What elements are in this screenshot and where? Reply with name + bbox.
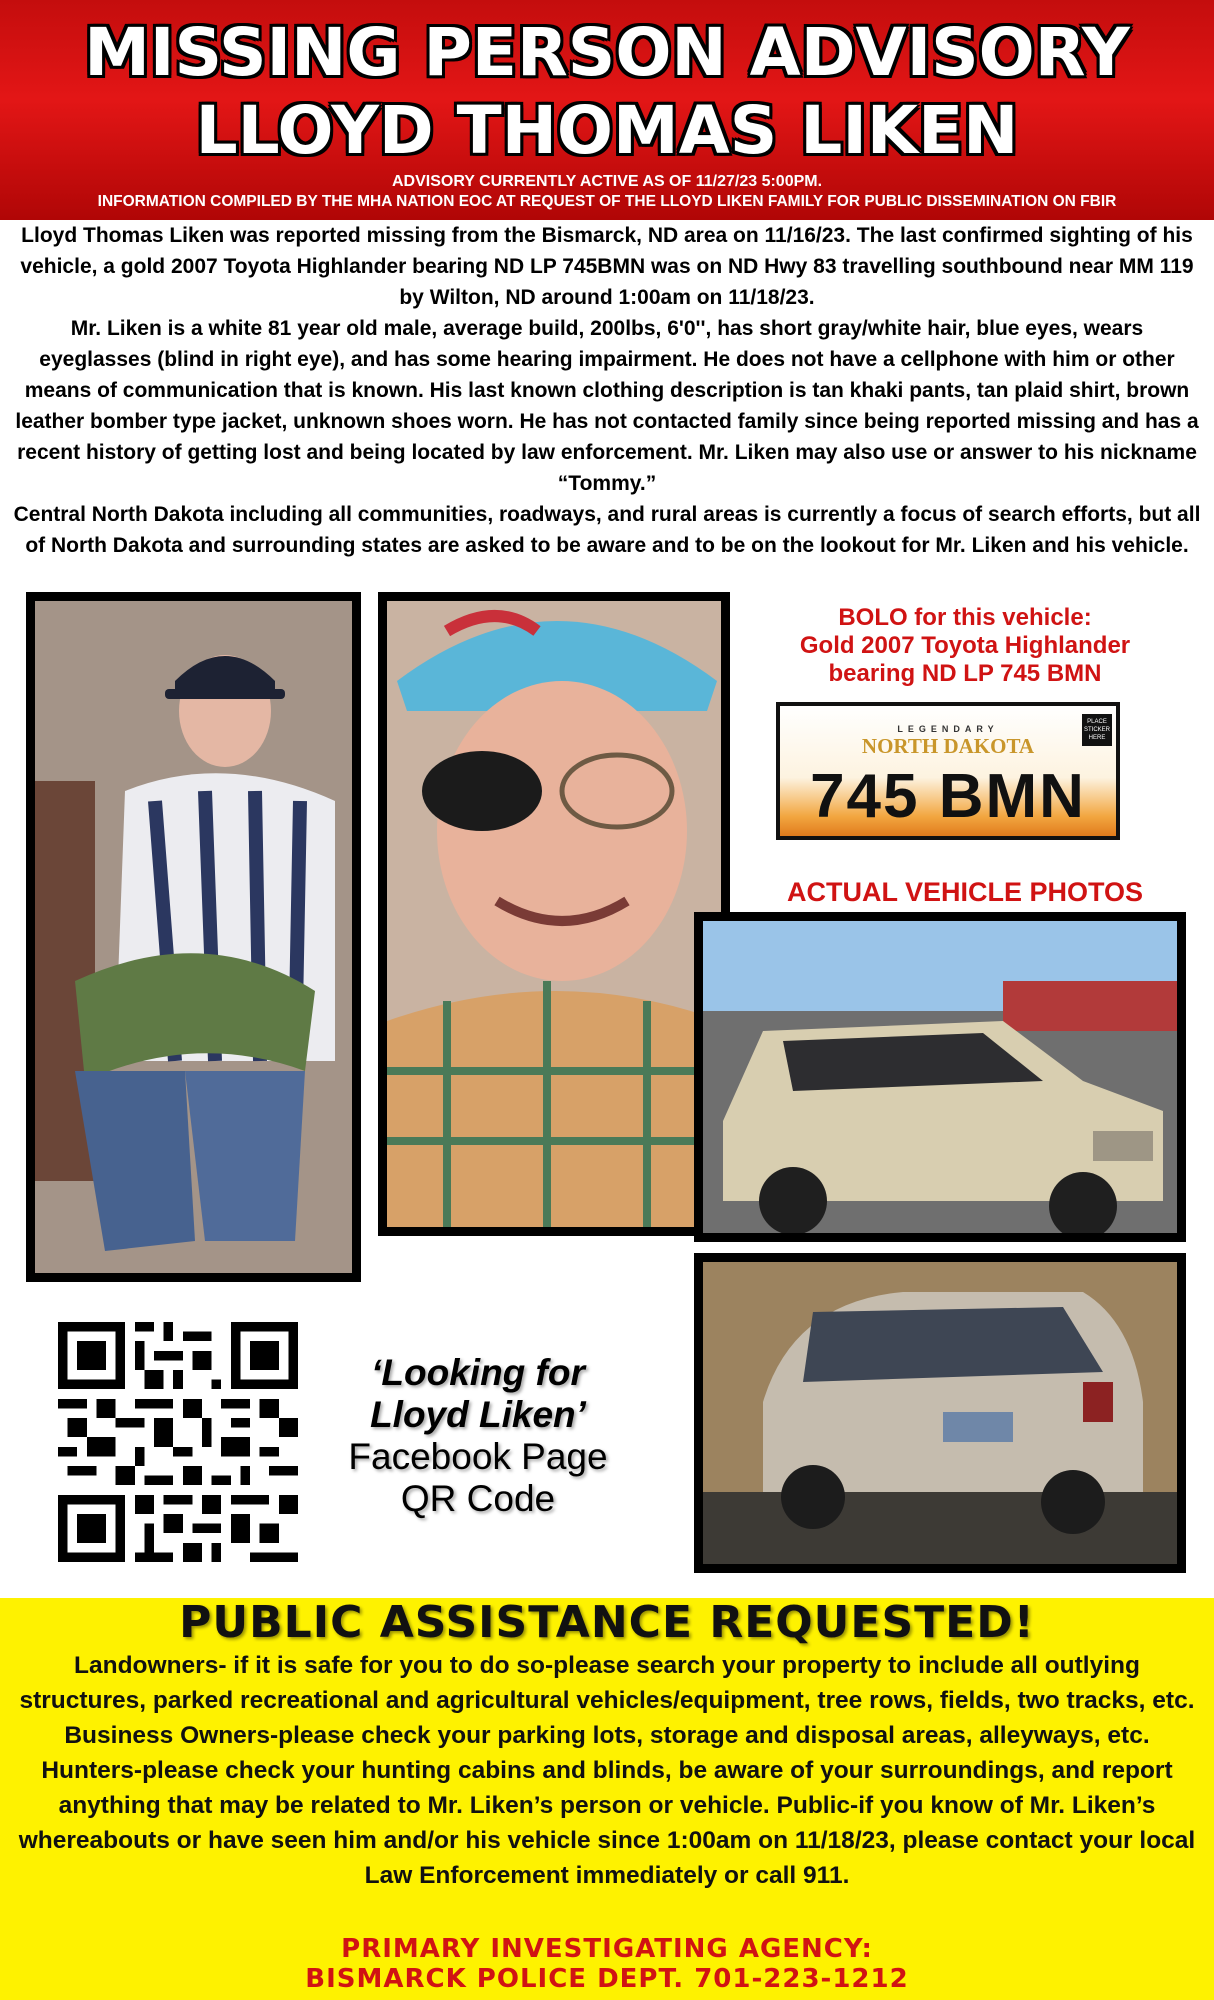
photo-smiling-man (378, 592, 730, 1236)
investigating-agency-label: PRIMARY INVESTIGATING AGENCY: (341, 1934, 873, 1964)
seated-man-illustration (35, 601, 352, 1273)
plate-sticker-area: PLACE STICKER HERE (1082, 714, 1112, 746)
advisory-title: MISSING PERSON ADVISORY (84, 14, 1130, 91)
photo-vehicle-rear (694, 1253, 1186, 1573)
investigating-agency-contact: BISMARCK POLICE DEPT. 701-223-1212 (305, 1964, 909, 1994)
advisory-header (0, 0, 1214, 220)
vehicle-front-illustration (703, 921, 1177, 1233)
qr-caption-line-1: ‘Looking for (371, 1352, 585, 1393)
vehicle-rear-illustration (703, 1262, 1177, 1564)
bolo-heading: BOLO for this vehicle: (838, 604, 1092, 631)
public-assistance-title: PUBLIC ASSISTANCE REQUESTED! (179, 1597, 1035, 1648)
advisory-active-date: ADVISORY CURRENTLY ACTIVE AS OF 11/27/23 5:00PM. (391, 173, 823, 190)
qr-caption-line-2: Lloyd Liken’ (370, 1394, 586, 1435)
qr-code-caption (318, 1352, 638, 1520)
public-assistance-section (0, 1598, 1214, 2000)
facebook-qr-code[interactable] (58, 1322, 298, 1562)
photo-seated-man (26, 592, 361, 1282)
qr-caption-line-4: QR Code (400, 1478, 556, 1519)
photo-vehicle-front (694, 912, 1186, 1242)
bolo-vehicle: Gold 2007 Toyota Highlander (799, 632, 1131, 659)
smiling-man-illustration (387, 601, 721, 1227)
plate-state: NORTH DAKOTA (861, 734, 1035, 758)
qr-code-icon (58, 1322, 298, 1562)
physical-description-paragraph: Mr. Liken is a white 81 year old male, average build, 200lbs, 6'0'', has short gray/white hair, blue eyes, wears eyeglasses (blind in right eye), and has some hearing impairment. He does not have a cellphone with him or other means of communication that is known. His last known clothing description is tan khaki pants, tan plaid shirt, brown leather bomber type jacket, unknown shoes worn. He has not contacted family since being reported missing and has a recent history of getting lost and being located by law enforcement. Mr. Liken may also use or answer to his nickname “Tommy.” (15, 317, 1199, 495)
missing-person-description (12, 220, 1202, 561)
qr-caption-line-3: Facebook Page (348, 1436, 608, 1477)
missing-report-paragraph: Lloyd Thomas Liken was reported missing from the Bismarck, ND area on 11/16/23. The last confirmed sighting of his vehicle, a gold 2007 Toyota Highlander bearing ND LP 745BMN was on ND Hwy 83 travelling southbound near MM 119 by Wilton, ND around 1:00am on 11/18/23. (20, 224, 1194, 309)
public-assistance-body: Landowners- if it is safe for you to do so-please search your property to include all outlying structures, parked recreational and agricultural vehicles/equipment, tree rows, fields, two tracks, etc. Business Owners-please check your parking lots, storage and disposal areas, alleyways, etc. Hunters-please check your hunting cabins and blinds, be aware of your surroundings, and report anything that may be related to Mr. Liken’s person or vehicle. Public-if you know of Mr. Liken’s whereabouts or have seen him and/or his vehicle since 1:00am on 11/18/23, please contact your local Law Enforcement immediately or call 911. (18, 1652, 1196, 1889)
advisory-source-note: INFORMATION COMPILED BY THE MHA NATION EOC AT REQUEST OF THE LLOYD LIKEN FAMILY FOR PUBLIC DISSEMINATION ON FBIR (97, 193, 1117, 210)
bolo-plate: bearing ND LP 745 BMN (828, 660, 1102, 687)
search-area-paragraph: Central North Dakota including all communities, roadways, and rural areas is currently a focus of search efforts, but all of North Dakota and surrounding states are asked to be aware and to be on the lookout for Mr. Liken and his vehicle. (13, 503, 1201, 557)
vehicle-photos-label: ACTUAL VEHICLE PHOTOS (786, 877, 1144, 907)
bolo-notice (730, 604, 1200, 688)
plate-number: 745 BMN (810, 762, 1086, 831)
missing-person-name: LLOYD THOMAS LIKEN (195, 92, 1019, 169)
plate-legend: LEGENDARY (897, 724, 999, 734)
license-plate (776, 702, 1120, 840)
